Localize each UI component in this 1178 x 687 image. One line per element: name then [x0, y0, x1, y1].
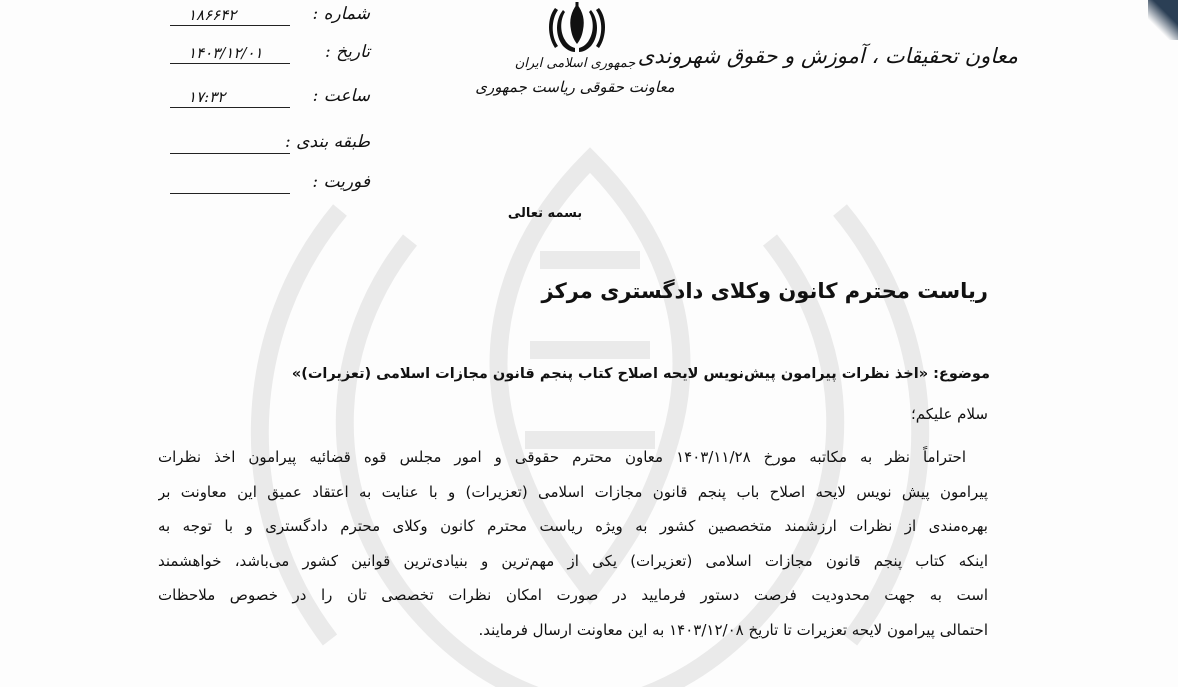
office-title: معاون تحقیقات ، آموزش و حقوق شهروندی — [637, 44, 1018, 68]
meta-label: ساعت : — [312, 86, 370, 106]
meta-line — [170, 193, 290, 194]
meta-line — [170, 63, 290, 64]
greeting: سلام علیکم؛ — [910, 405, 988, 423]
body-line: بهره‌مندی از نظرات ارزشمند متخصصین کشور به ویژه ریاست محترم کانون وکلای محترم دادگستری و با توجه به — [158, 517, 988, 535]
meta-line — [170, 153, 290, 154]
letter-body — [158, 440, 988, 647]
body-line: احتمالی پیرامون لایحه تعزیرات تا تاریخ ۱۴۰۳/۱۲/۰۸ به این معاونت ارسال فرمایند. — [478, 620, 988, 639]
meta-label: تاریخ : — [325, 42, 370, 62]
meta-urgency — [170, 172, 370, 198]
page-corner-shadow — [1148, 0, 1178, 40]
meta-number — [170, 4, 370, 30]
meta-value: ۱۷:۳۲ — [188, 88, 226, 106]
meta-label: فوریت : — [312, 172, 370, 192]
meta-label: طبقه بندی : — [285, 132, 370, 152]
country-name: جمهوری اسلامی ایران — [514, 56, 636, 71]
meta-value: ۱۸۶۶۴۲ — [188, 6, 237, 24]
body-line: پیرامون پیش نویس لایحه اصلاح باب پنجم قانون مجازات اسلامی (تعزیرات) و با عنایت به اعتقاد عمیق این معاونت بر — [158, 482, 988, 501]
meta-line — [170, 25, 290, 26]
body-line: احتراماً نظر به مکاتبه مورخ ۱۴۰۳/۱۱/۲۸ معاون محترم حقوقی و امور مجلس قوه قضائیه پیرامون اخذ نظرات — [158, 448, 966, 466]
organization-name: معاونت حقوقی ریاست جمهوری — [475, 78, 675, 96]
meta-label: شماره : — [312, 4, 370, 24]
recipient: ریاست محترم کانون وکلای دادگستری مرکز — [541, 279, 988, 303]
body-line: اینکه کتاب پنجم قانون مجازات اسلامی (تعزیرات) یکی از مهم‌ترین و بنیادی‌ترین قوانین کشور می‌باشد، خواهشمند — [158, 551, 988, 570]
bismillah: بسمه تعالی — [507, 206, 583, 221]
body-line: است به جهت محدودیت فرصت دستور فرمایید در صورت امکان نظرات تخصصی تان را در خصوص ملاحظات — [158, 586, 988, 604]
meta-date — [170, 42, 370, 68]
subject-line: موضوع: «اخذ نظرات پیرامون پیش‌نویس لایحه اصلاح کتاب پنجم قانون مجازات اسلامی (تعزیرات)» — [291, 366, 990, 382]
iran-emblem-icon — [545, 2, 609, 54]
meta-line — [170, 107, 290, 108]
meta-time — [170, 86, 370, 112]
meta-classification — [170, 132, 370, 158]
meta-value: ۱۴۰۳/۱۲/۰۱ — [188, 44, 263, 62]
